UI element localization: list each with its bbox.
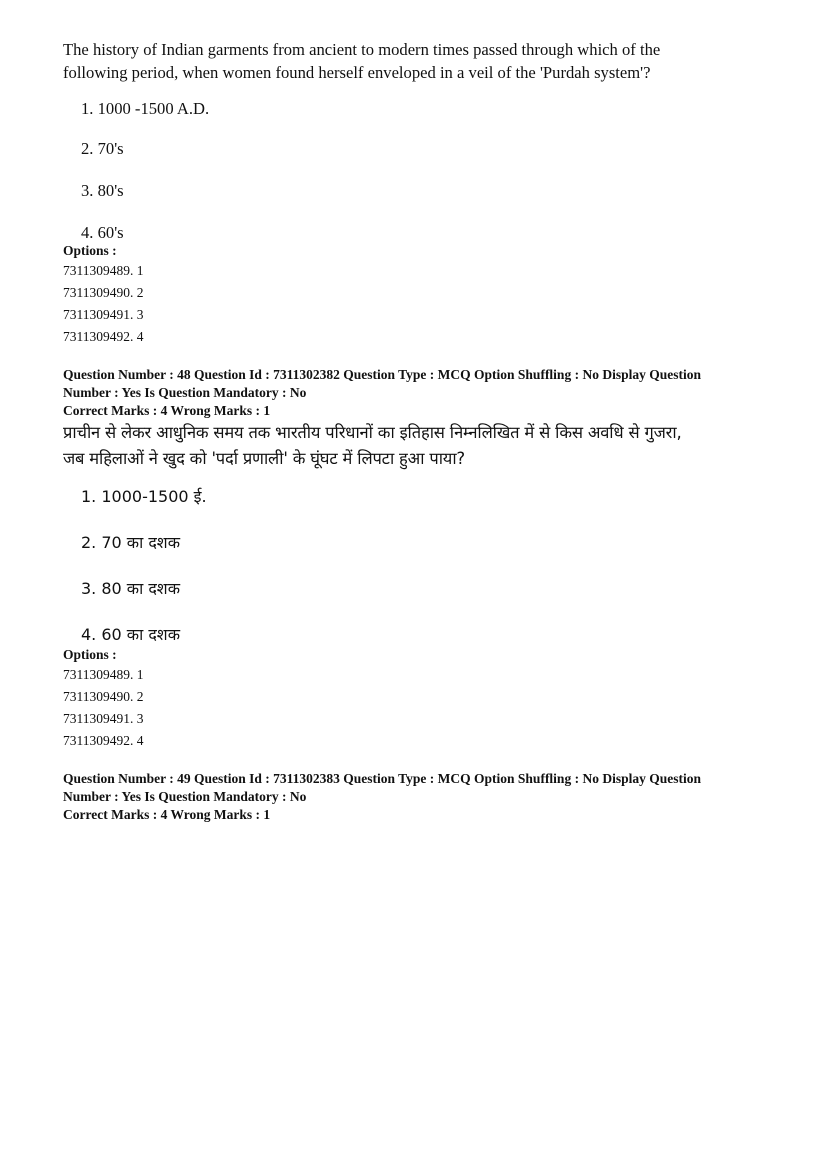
document-page (63, 38, 793, 824)
question-block-48 (63, 366, 793, 752)
options-label: Options : (63, 243, 117, 258)
answer-choice: 4. 60's (81, 223, 124, 242)
question-meta-line: Question Number : 49 Question Id : 7311302383 Question Type : MCQ Option Shuffling : No Display Question (63, 771, 701, 786)
spacer (63, 752, 793, 770)
question-meta-line: Correct Marks : 4 Wrong Marks : 1 (63, 403, 271, 418)
question-line: जब महिलाओं ने खुद को 'पर्दा प्रणाली' के घूंघट में लिपटा हुआ पाया? (63, 449, 465, 468)
option-id-row: 7311309489. 1 (63, 667, 144, 682)
answer-choice: 1. 1000 -1500 A.D. (81, 99, 210, 118)
spacer (63, 348, 793, 366)
answer-choice: 4. 60 का दशक (81, 625, 180, 644)
option-id-row: 7311309492. 4 (63, 329, 144, 344)
question-meta-line: Correct Marks : 4 Wrong Marks : 1 (63, 807, 271, 822)
question-text-hindi (63, 420, 793, 472)
question-line: following period, when women found herself enveloped in a veil of the 'Purdah system'? (63, 63, 651, 82)
question-meta-line: Number : Yes Is Question Mandatory : No (63, 789, 307, 804)
option-id-row: 7311309490. 2 (63, 285, 144, 300)
answer-choices (63, 84, 793, 242)
question-block-49 (63, 770, 793, 824)
option-id-row: 7311309489. 1 (63, 263, 144, 278)
answer-choice: 3. 80 का दशक (81, 579, 180, 598)
question-meta-line: Question Number : 48 Question Id : 7311302382 Question Type : MCQ Option Shuffling : No Display Question (63, 367, 701, 382)
option-id-row: 7311309490. 2 (63, 689, 144, 704)
question-block-english (63, 38, 793, 348)
question-text (63, 38, 793, 84)
option-id-row: 7311309492. 4 (63, 733, 144, 748)
question-line: The history of Indian garments from ancient to modern times passed through which of the (63, 40, 661, 59)
question-line: प्राचीन से लेकर आधुनिक समय तक भारतीय परिधानों का इतिहास निम्नलिखित में से किस अवधि से गुजरा, (63, 423, 682, 442)
answer-choice: 1. 1000-1500 ई. (81, 487, 207, 506)
option-id-row: 7311309491. 3 (63, 711, 144, 726)
answer-choice: 2. 70 का दशक (81, 533, 180, 552)
option-id-row: 7311309491. 3 (63, 307, 144, 322)
answer-choice: 3. 80's (81, 181, 124, 200)
answer-choice: 2. 70's (81, 139, 124, 158)
answer-choices (63, 472, 793, 646)
options-label: Options : (63, 647, 117, 662)
question-meta-line: Number : Yes Is Question Mandatory : No (63, 385, 307, 400)
